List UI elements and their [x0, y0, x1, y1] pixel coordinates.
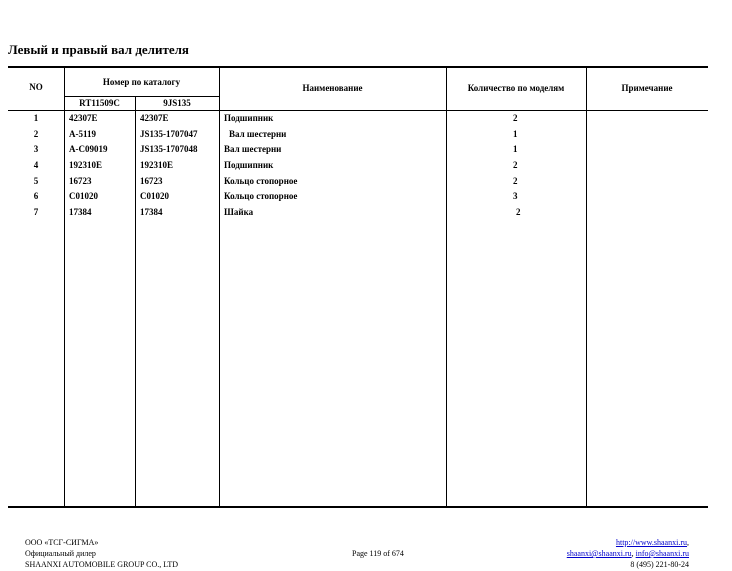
- row-no: 2: [33, 129, 39, 139]
- table-row: [8, 159, 708, 171]
- row-qty: 1: [513, 129, 518, 139]
- header-catalog-rt11509c: RT11509C: [79, 98, 120, 108]
- footer-company: ООО «ТСГ-СИГМА»: [25, 538, 99, 547]
- row-name: Подшипник: [224, 160, 274, 170]
- row-catalog-2: JS135-1707048: [140, 144, 198, 154]
- row-no: 1: [33, 113, 39, 123]
- row-qty: 2: [516, 207, 521, 217]
- email-link-info[interactable]: info@shaanxi.ru: [635, 549, 689, 558]
- col-divider-catalog-sub: [135, 96, 136, 507]
- row-no: 5: [33, 176, 39, 186]
- row-qty: 3: [513, 191, 518, 201]
- header-catalog: Номер по каталогу: [102, 77, 181, 87]
- row-name: Кольцо стопорное: [224, 176, 298, 186]
- row-catalog-1: 192310E: [69, 160, 103, 170]
- catalog-subheader-divider: [64, 96, 219, 97]
- header-divider: [8, 110, 708, 111]
- table-top-border: [8, 66, 708, 68]
- row-catalog-2: 192310E: [140, 160, 174, 170]
- footer-dealer: Официальный дилер: [25, 549, 96, 558]
- row-name: Вал шестерни: [224, 144, 282, 154]
- header-note: Примечание: [621, 83, 673, 93]
- footer-group: SHAANXI AUTOMOBILE GROUP CO., LTD: [25, 560, 179, 569]
- footer-phone: 8 (495) 221-80-24: [630, 560, 689, 569]
- row-no: 6: [33, 191, 39, 201]
- header-catalog-9js135: 9JS135: [163, 98, 191, 108]
- email-link-shaanxi[interactable]: shaanxi@shaanxi.ru: [566, 549, 632, 558]
- table-bottom-border: [8, 506, 708, 508]
- row-qty: 2: [513, 113, 518, 123]
- footer-page-number: Page 119 of 674: [352, 549, 404, 558]
- row-qty: 2: [513, 176, 518, 186]
- website-link[interactable]: http://www.shaanxi.ru: [615, 538, 687, 547]
- row-name: Вал шестерни: [229, 129, 287, 139]
- row-catalog-2: C01020: [140, 191, 169, 201]
- row-catalog-1: 16723: [69, 176, 92, 186]
- table-row: [8, 112, 708, 124]
- footer-email-line: [567, 548, 689, 559]
- row-qty: 2: [513, 160, 518, 170]
- table-row: [8, 143, 708, 155]
- row-name: Подшипник: [224, 113, 274, 123]
- row-catalog-2: 17384: [140, 207, 163, 217]
- row-name: Кольцо стопорное: [224, 191, 298, 201]
- website-suffix: ,: [687, 538, 689, 547]
- row-qty: 1: [513, 144, 518, 154]
- email-separator: ,: [631, 549, 636, 558]
- table-row: [8, 128, 708, 140]
- header-name: Наименование: [302, 83, 363, 93]
- row-catalog-1: A-C09019: [69, 144, 108, 154]
- row-catalog-2: 16723: [140, 176, 163, 186]
- row-catalog-2: 42307E: [140, 113, 169, 123]
- footer-website-line: [616, 537, 689, 548]
- row-no: 4: [33, 160, 39, 170]
- row-catalog-1: 42307E: [69, 113, 98, 123]
- row-no: 3: [33, 144, 39, 154]
- table-row: [8, 175, 708, 187]
- row-name: Шайка: [224, 207, 254, 217]
- header-qty: Количество по моделям: [467, 83, 565, 93]
- page-title: Левый и правый вал делителя: [8, 42, 189, 57]
- row-no: 7: [33, 207, 39, 217]
- table-row: [8, 206, 708, 218]
- row-catalog-2: JS135-1707047: [140, 129, 198, 139]
- row-catalog-1: A-5119: [69, 129, 96, 139]
- row-catalog-1: 17384: [69, 207, 92, 217]
- row-catalog-1: C01020: [69, 191, 98, 201]
- header-no: NO: [29, 82, 43, 92]
- table-row: [8, 190, 708, 202]
